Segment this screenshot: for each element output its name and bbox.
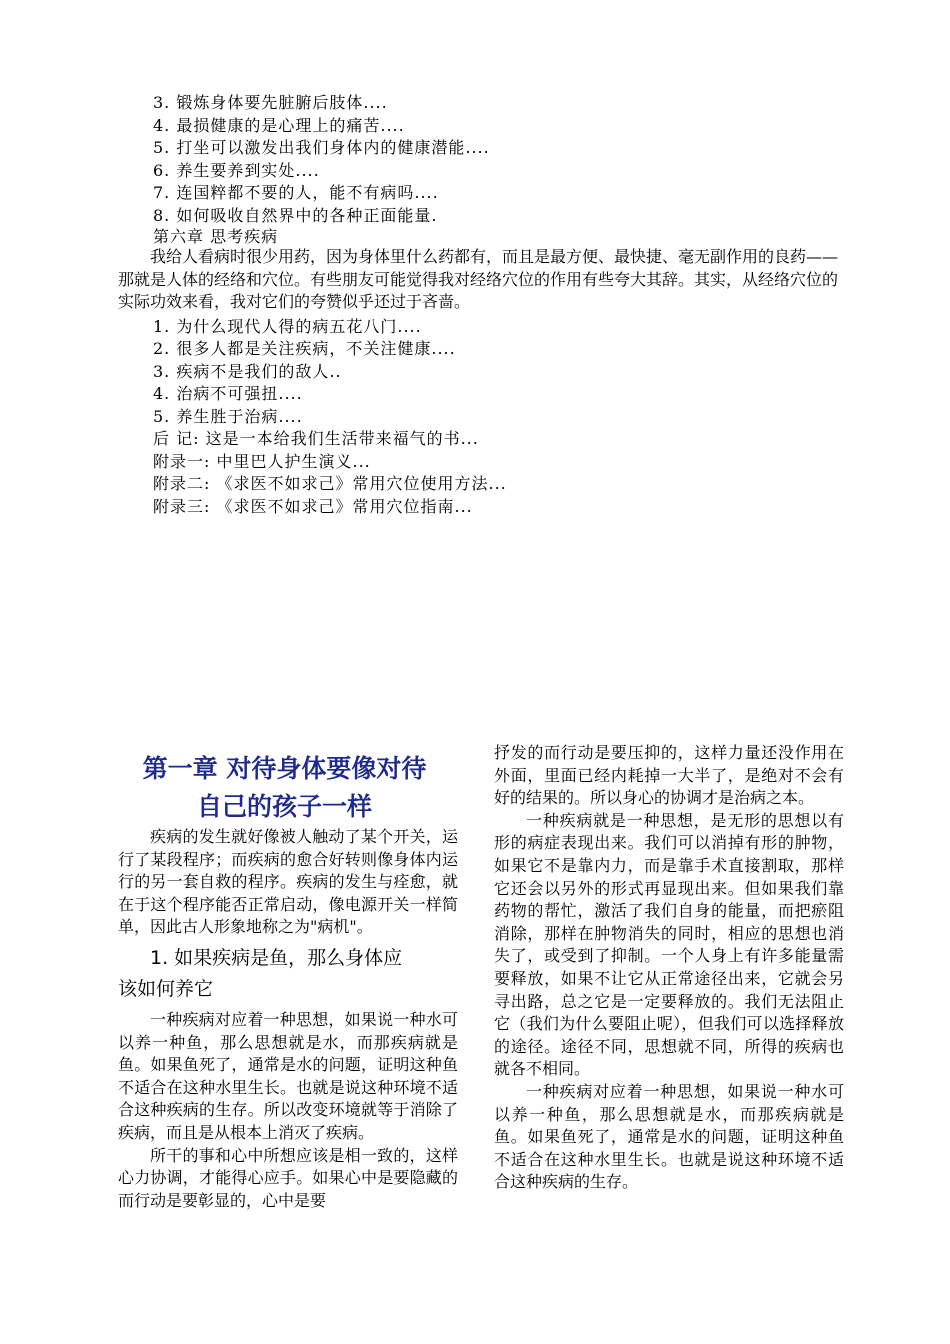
chapter-title-line: 第一章 对待身体要像对待 [142,754,427,783]
toc-item: 8. 如何吸收自然界中的各种正面能量. [153,206,438,225]
body-paragraph: 所干的事和心中所想应该是相一致的，这样心力协调，才能得心应手。如果心中是要隐藏的而行动是要彰显的，心中是要 [118,1145,458,1210]
section-heading [118,943,458,1005]
toc-item: 2. 很多人都是关注疾病，不关注健康.... [153,339,456,358]
toc-appendix: 附录一: 中里巴人护生演义... [153,452,371,471]
toc-item: 6. 养生要养到实处.... [153,161,320,180]
toc-postscript: 后 记: 这是一本给我们生活带来福气的书... [153,429,479,448]
toc-item: 7. 连国粹都不要的人，能不有病吗.... [153,183,439,202]
section-heading-line: 该如何养它 [118,977,214,1000]
left-column [118,826,458,1212]
body-paragraph: 一种疾病就是一种思想，是无形的思想以有形的病症表现出来。我们可以消掉有形的肿物，如果它不是靠内力，而是靠手术直接割取，那样它还会以另外的形式再显现出来。但如果我们靠药物的帮忙，激活了我们自身的能量，而把瘀阻消除，那样在肿物消失的同时，相应的思想也消失了，或受到了抑制。一个人身上有许多能量需要释放，如果不让它从正常途径出来，它就会另寻出路，总之它是一定要释放的。我们无法阻止它（我们为什么要阻止呢），但我们可以选择释放的途径。途径不同，思想就不同，所得的疾病也就各不相同。 [494,810,844,1079]
toc-item: 5. 养生胜于治病.... [153,407,303,426]
toc-appendix: 附录三: 《求医不如求己》常用穴位指南... [153,497,473,516]
toc-item: 1. 为什么现代人得的病五花八门.... [153,317,422,336]
section-heading-line: 1. 如果疾病是鱼，那么身体应 [150,946,403,969]
right-column [494,742,844,1194]
toc-item: 3. 疾病不是我们的敌人.. [153,362,342,381]
toc-item: 5. 打坐可以激发出我们身体内的健康潜能.... [153,138,490,157]
body-paragraph: 一种疾病对应着一种思想，如果说一种水可以养一种鱼，那么思想就是水，而那疾病就是鱼。如果鱼死了，通常是水的问题，证明这种鱼不适合在这种水里生长。也就是说这种环境不适合这种疾病的生存。 [494,1081,844,1192]
body-paragraph: 一种疾病对应着一种思想，如果说一种水可以养一种鱼，那么思想就是水，而那疾病就是鱼。如果鱼死了，通常是水的问题，证明这种鱼不适合在这种水里生长。也就是说这种环境不适合这种疾病的生存。所以改变环境就等于消除了疾病，而且是从根本上消灭了疾病。 [118,1009,458,1142]
body-paragraph: 疾病的发生就好像被人触动了某个开关，运行了某段程序；而疾病的愈合好转则像身体内运行的另一套自救的程序。疾病的发生与痊愈，就在于这个程序能否正常启动，像电源开关一样简单，因此古人形象地称之为"病机"。 [118,827,458,937]
chapter-intro-paragraph: 我给人看病时很少用药，因为身体里什么药都有，而且是最方便、最快捷、毫无副作用的良药——那就是人体的经络和穴位。有些朋友可能觉得我对经络穴位的作用有些夸大其辞。其实，从经络穴位的实际功效来看，我对它们的夸赞似乎还过于吝啬。 [118,247,839,312]
toc-chapter-heading: 第六章 思考疾病 [153,227,279,246]
chapter-title-line: 自己的孩子一样 [196,792,372,821]
body-paragraph: 抒发的而行动是要压抑的，这样力量还没作用在外面，里面已经内耗掉一大半了，是绝对不会有好的结果的。所以身心的协调才是治病之本。 [494,743,844,808]
chapter-title [112,750,457,826]
toc-item: 4. 最损健康的是心理上的痛苦.... [153,116,405,135]
toc-appendix: 附录二: 《求医不如求己》常用穴位使用方法... [153,474,507,493]
toc-item: 4. 治病不可强扭.... [153,384,303,403]
toc-item: 3. 锻炼身体要先脏腑后肢体.... [153,93,388,112]
